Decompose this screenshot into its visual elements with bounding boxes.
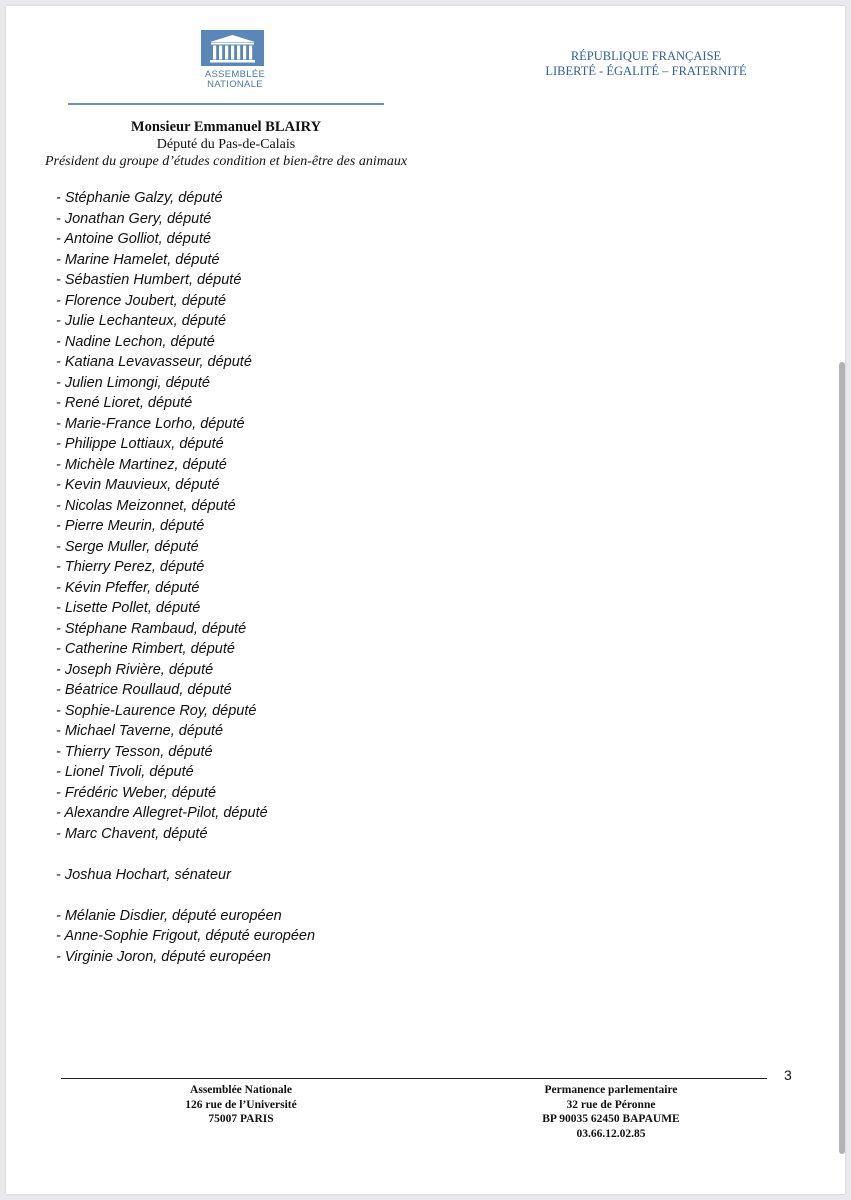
footer-left-line2: 126 rue de l’Université — [185, 1098, 297, 1111]
footer-right-line2: 32 rue de Péronne — [566, 1098, 656, 1111]
footer-right-line3: BP 90035 62450 BAPAUME — [542, 1113, 680, 1125]
hemicycle-icon — [201, 30, 264, 66]
list-item: - Alexandre Allegret-Pilot, député — [56, 805, 268, 821]
list-item: - Jonathan Gery, député — [56, 210, 212, 227]
list-item: - Lisette Pollet, député — [56, 600, 201, 616]
list-item: - Béatrice Roullaud, député — [56, 682, 232, 698]
list-item: - Marie-France Lorho, député — [56, 415, 245, 432]
author-block — [6, 118, 446, 170]
list-item: - Antoine Golliot, député — [56, 231, 212, 247]
list-item: - Florence Joubert, député — [56, 292, 227, 309]
list-spacer — [56, 844, 315, 865]
footer-left-line3: 75007 PARIS — [208, 1113, 274, 1125]
footer-left-line1: Assemblée Nationale — [190, 1084, 292, 1096]
author-name: Monsieur Emmanuel BLAIRY — [130, 119, 322, 135]
footer-right-line1: Permanence parlementaire — [544, 1084, 678, 1096]
list-item: - Sébastien Humbert, député — [56, 272, 242, 288]
footer-right-line4: 03.66.12.02.85 — [576, 1127, 646, 1140]
list-item: - Kevin Mauvieux, député — [56, 477, 220, 493]
list-item: - Marine Hamelet, député — [56, 251, 220, 268]
list-item: - Thierry Tesson, député — [56, 743, 213, 760]
list-item: - Marc Chavent, député — [56, 825, 208, 842]
document-page — [6, 6, 845, 1194]
republic-motto-line: LIBERTÉ - ÉGALITÉ – FRATERNITÉ — [545, 64, 747, 78]
list-item: - Stéphanie Galzy, député — [56, 190, 223, 206]
list-item: - Nadine Lechon, député — [56, 333, 215, 350]
republic-title: RÉPUBLIQUE FRANÇAISE — [570, 49, 722, 63]
list-item: - Joseph Rivière, député — [56, 661, 214, 678]
signatories-list — [56, 188, 315, 967]
list-item: - Anne-Sophie Frigout, député européen — [56, 928, 316, 944]
author-presidency: Président du groupe d’études condition et bien-être des animaux — [44, 154, 408, 169]
footer-divider — [61, 1078, 767, 1079]
list-item: - Sophie-Laurence Roy, député — [56, 702, 257, 719]
list-spacer — [56, 885, 315, 906]
footer-address-bapaume — [511, 1083, 711, 1141]
list-item: - Frédéric Weber, député — [56, 784, 217, 801]
list-item: - Serge Muller, député — [56, 538, 199, 555]
list-item: - Stéphane Rambaud, député — [56, 620, 247, 637]
header-divider — [68, 103, 384, 105]
logo-text-line1: ASSEMBLÉE — [204, 69, 266, 80]
list-item: - Pierre Meurin, député — [56, 518, 205, 534]
list-item: - Virginie Joron, député européen — [56, 948, 271, 965]
list-item: - Lionel Tivoli, député — [56, 764, 194, 780]
list-item: - Thierry Perez, député — [56, 559, 205, 575]
list-item: - Michael Taverne, député — [56, 723, 224, 739]
list-item: - Philippe Lottiaux, député — [56, 436, 224, 452]
assemblee-nationale-logo — [198, 30, 272, 100]
list-item: - Catherine Rimbert, député — [56, 641, 235, 657]
list-item: - Kévin Pfeffer, député — [56, 579, 200, 596]
logo-text-line2: NATIONALE — [207, 79, 263, 90]
author-role: Député du Pas-de-Calais — [156, 137, 296, 152]
list-item: - Mélanie Disdier, député européen — [56, 907, 282, 924]
footer-address-paris — [146, 1083, 336, 1127]
vertical-scrollbar[interactable] — [839, 362, 845, 1154]
republic-motto — [526, 49, 766, 79]
list-item: - Julien Limongi, député — [56, 374, 210, 391]
list-item: - Michèle Martinez, député — [56, 456, 227, 473]
list-item: - Joshua Hochart, sénateur — [56, 866, 231, 883]
list-item: - René Lioret, député — [56, 395, 193, 411]
list-item: - Julie Lechanteux, député — [56, 313, 227, 329]
list-item: - Katiana Levavasseur, député — [56, 354, 252, 370]
page-number: 3 — [784, 1067, 792, 1083]
list-item: - Nicolas Meizonnet, député — [56, 497, 236, 514]
